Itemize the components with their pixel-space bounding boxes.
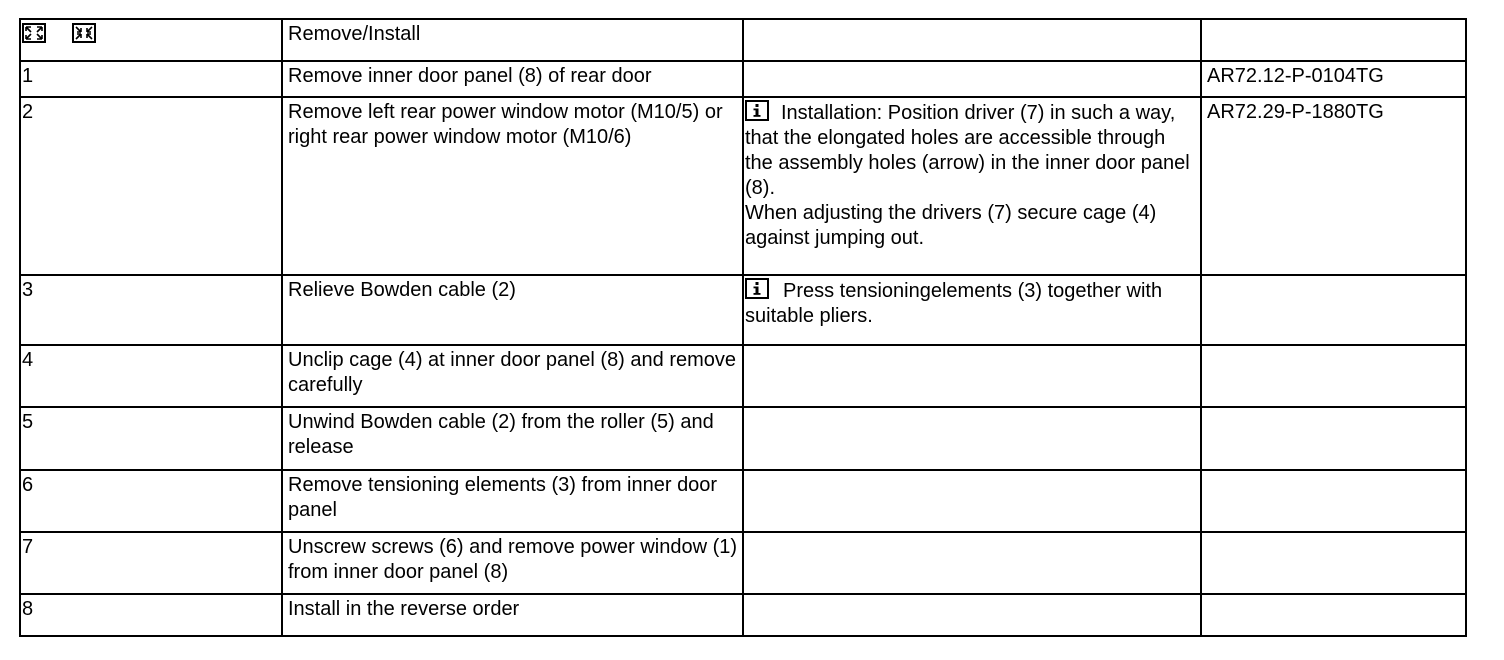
step-reference-link[interactable]	[1201, 470, 1466, 532]
step-number: 7	[20, 532, 282, 594]
header-note-cell	[743, 19, 1201, 61]
step-reference-link[interactable]	[1201, 275, 1466, 345]
collapse-all-icon[interactable]	[72, 23, 96, 43]
step-number: 1	[20, 61, 282, 97]
note-text: Installation: Position driver (7) in such a way, that the elongated holes are accessible through the assembly holes (arrow) in the inner door panel (8).	[745, 102, 1190, 199]
step-reference-link[interactable]: AR72.12-P-0104TG	[1201, 61, 1466, 97]
step-note	[743, 407, 1201, 470]
note-text: Press tensioningelements (3) together with suitable pliers.	[745, 280, 1163, 327]
table-row	[20, 532, 1466, 594]
step-text: Remove tensioning elements (3) from inner door panel	[282, 470, 743, 532]
procedure-table	[19, 18, 1467, 637]
step-reference-link[interactable]	[1201, 594, 1466, 636]
table-row	[20, 275, 1466, 345]
step-note	[743, 97, 1201, 275]
step-note	[743, 532, 1201, 594]
step-number: 3	[20, 275, 282, 345]
step-reference-link[interactable]	[1201, 345, 1466, 407]
info-icon	[745, 278, 769, 299]
step-text: Unscrew screws (6) and remove power window (1) from inner door panel (8)	[282, 532, 743, 594]
step-text: Remove left rear power window motor (M10/5) or right rear power window motor (M10/6)	[282, 97, 743, 275]
note-line-installation	[745, 100, 1198, 201]
header-icons-cell	[20, 19, 282, 61]
table-row	[20, 345, 1466, 407]
table-header-row	[20, 19, 1466, 61]
step-reference-link[interactable]	[1201, 407, 1466, 470]
note-text: When adjusting the drivers (7) secure cage (4) against jumping out.	[745, 202, 1157, 249]
table-row	[20, 407, 1466, 470]
step-text: Unclip cage (4) at inner door panel (8) and remove carefully	[282, 345, 743, 407]
info-icon	[745, 100, 769, 121]
step-text: Install in the reverse order	[282, 594, 743, 636]
table-row	[20, 61, 1466, 97]
step-number: 6	[20, 470, 282, 532]
step-number: 5	[20, 407, 282, 470]
header-ref-cell	[1201, 19, 1466, 61]
step-note	[743, 275, 1201, 345]
table-row	[20, 594, 1466, 636]
step-text: Relieve Bowden cable (2)	[282, 275, 743, 345]
expand-all-icon[interactable]	[22, 23, 46, 43]
step-reference-link[interactable]: AR72.29-P-1880TG	[1201, 97, 1466, 275]
table-row	[20, 97, 1466, 275]
step-number: 8	[20, 594, 282, 636]
step-note	[743, 61, 1201, 97]
step-note	[743, 470, 1201, 532]
table-row	[20, 470, 1466, 532]
step-number: 4	[20, 345, 282, 407]
step-text: Remove inner door panel (8) of rear door	[282, 61, 743, 97]
step-number: 2	[20, 97, 282, 275]
step-reference-link[interactable]	[1201, 532, 1466, 594]
step-note	[743, 594, 1201, 636]
step-text: Unwind Bowden cable (2) from the roller (5) and release	[282, 407, 743, 470]
header-title: Remove/Install	[282, 19, 743, 61]
step-note	[743, 345, 1201, 407]
